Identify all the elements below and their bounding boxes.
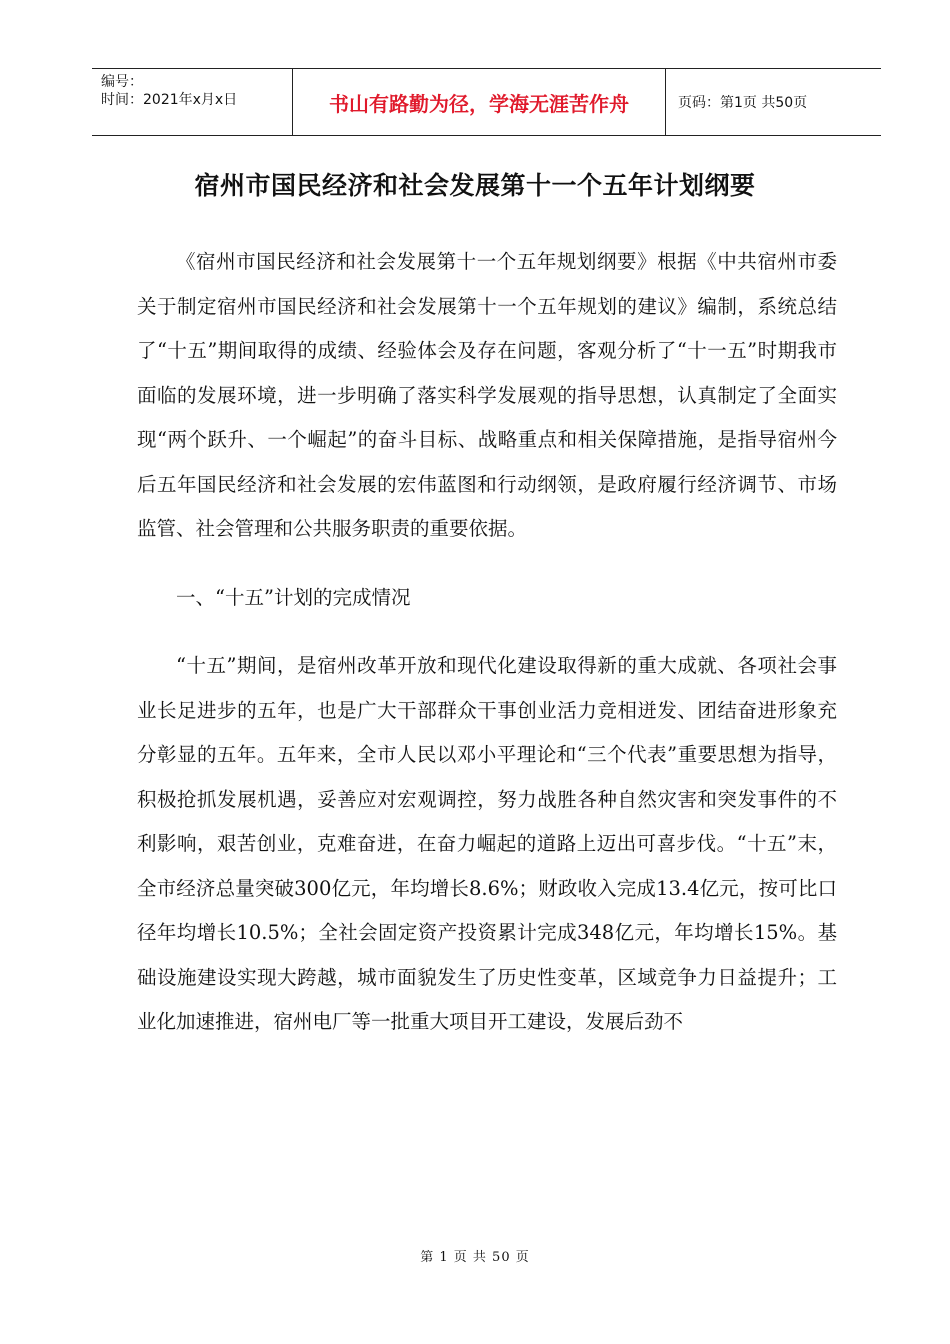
time-label: 时间：2021年x月x日 [101,92,238,108]
document-body [137,240,837,1045]
header-meta [92,69,293,135]
intro-paragraph: 《宿州市国民经济和社会发展第十一个五年规划纲要》根据《中共宿州市委关于制定宿州市国民经济和社会发展第十一个五年规划的建议》编制，系统总结了“十五”期间取得的成绩、经验体会及存在问题，客观分析了“十一五”时期我市面临的发展环境，进一步明确了落实科学发展观的指导思想，认真制定了全面实现“两个跃升、一个崛起”的奋斗目标、战略重点和相关保障措施，是指导宿州今后五年国民经济和社会发展的宏伟蓝图和行动纲领，是政府履行经济调节、市场监管、社会管理和公共服务职责的重要依据。 [137,250,837,540]
page-info-text: 页码：第1页 共50页 [678,95,808,111]
header-page-info [666,69,881,135]
section-heading: 一、“十五”计划的完成情况 [176,585,411,609]
page-header [92,68,881,136]
document-title: 宿州市国民经济和社会发展第十一个五年计划纲要 [194,171,756,200]
section-paragraph: “十五”期间，是宿州改革开放和现代化建设取得新的重大成就、各项社会事业长足进步的五年，也是广大干部群众干事创业活力竞相迸发、团结奋进形象充分彰显的五年。五年来，全市人民以邓小平理论和“三个代表”重要思想为指导，积极抢抓发展机遇，妥善应对宏观调控，努力战胜各种自然灾害和突发事件的不利影响，艰苦创业，克难奋进，在奋力崛起的道路上迈出可喜步伐。“十五”末，全市经济总量突破300亿元，年均增长8.6%；财政收入完成13.4亿元，按可比口径年均增长10.5%；全社会固定资产投资累计完成348亿元，年均增长15%。基础设施建设实现大跨越，城市面貌发生了历史性变革，区域竞争力日益提升；工业化加速推进，宿州电厂等一批重大项目开工建设，发展后劲不 [137,654,837,1033]
motto-text: 书山有路勤为径，学海无涯苦作舟 [329,91,629,116]
page-footer: 第 1 页 共 50 页 [420,1250,530,1265]
header-motto-cell [293,69,666,135]
code-label: 编号： [101,74,143,90]
